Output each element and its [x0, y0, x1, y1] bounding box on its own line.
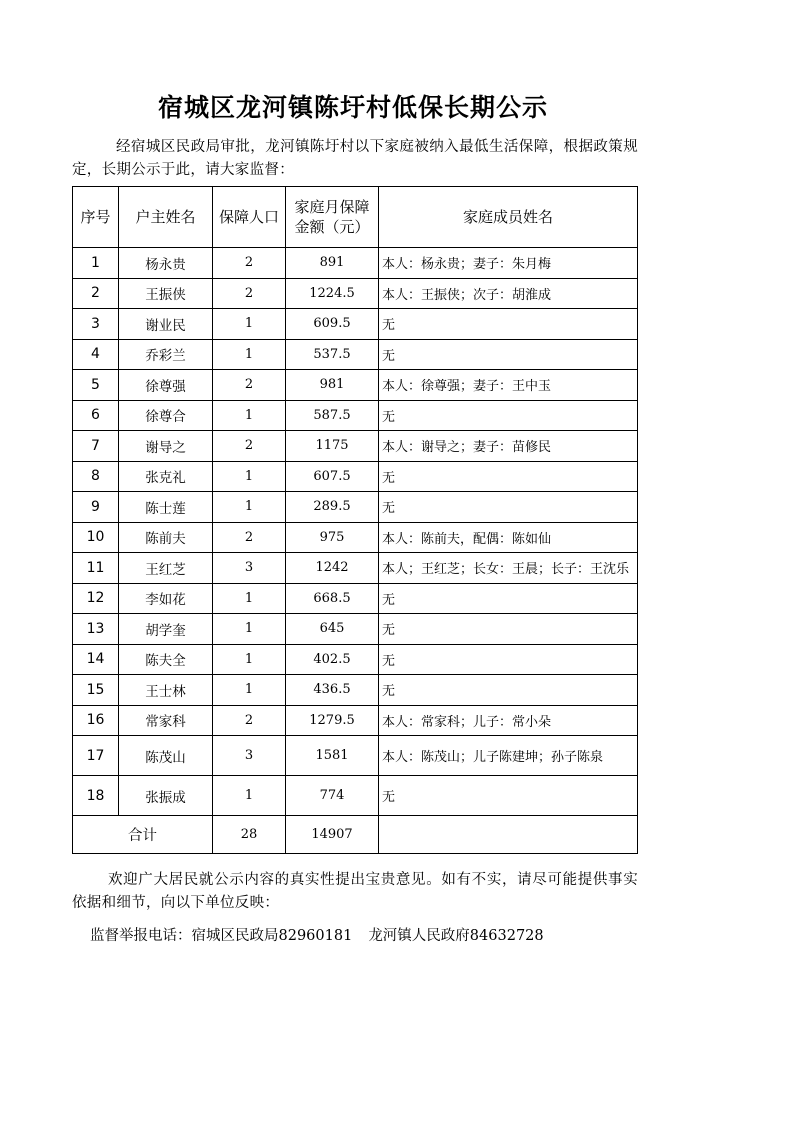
table-row [73, 705, 638, 736]
table-row [73, 736, 638, 776]
row-members: 无 [379, 309, 638, 340]
row-seq: 15 [73, 675, 119, 706]
row-members: 本人：陈前夫，配偶：陈如仙 [379, 522, 638, 553]
row-head-name: 陈前夫 [119, 522, 213, 553]
row-head-name: 王士林 [119, 675, 213, 706]
row-seq: 14 [73, 644, 119, 675]
header-amount [286, 187, 379, 248]
row-seq: 12 [73, 583, 119, 614]
row-head-name: 王红芝 [119, 553, 213, 584]
row-people: 2 [213, 278, 286, 309]
row-amount: 645 [286, 614, 379, 645]
table-header-row [73, 187, 638, 248]
row-amount: 1279.5 [286, 705, 379, 736]
document-title: 宿城区龙河镇陈圩村低保长期公示 [157, 93, 548, 122]
row-amount: 891 [286, 248, 379, 279]
row-people: 1 [213, 339, 286, 370]
row-people: 2 [213, 705, 286, 736]
row-seq: 7 [73, 431, 119, 462]
row-amount: 587.5 [286, 400, 379, 431]
row-head-name: 徐尊合 [119, 400, 213, 431]
row-amount: 1175 [286, 431, 379, 462]
hotline-label: 监督举报电话： [90, 928, 192, 944]
row-people: 1 [213, 309, 286, 340]
table-row [73, 431, 638, 462]
row-head-name: 张克礼 [119, 461, 213, 492]
table-row [73, 522, 638, 553]
row-amount: 1224.5 [286, 278, 379, 309]
header-people: 保障人口 [213, 187, 286, 248]
row-people: 2 [213, 248, 286, 279]
header-amount-line1: 家庭月保障 [294, 198, 370, 216]
row-people: 2 [213, 431, 286, 462]
table-row [73, 492, 638, 523]
row-amount: 975 [286, 522, 379, 553]
row-people: 3 [213, 736, 286, 776]
row-seq: 11 [73, 553, 119, 584]
row-head-name: 陈士莲 [119, 492, 213, 523]
row-seq: 6 [73, 400, 119, 431]
row-members: 本人：杨永贵；妻子：朱月梅 [379, 248, 638, 279]
row-head-name: 常家科 [119, 705, 213, 736]
row-members: 本人：常家科；儿子：常小朵 [379, 705, 638, 736]
row-people: 1 [213, 614, 286, 645]
row-head-name: 谢导之 [119, 431, 213, 462]
table-row [73, 339, 638, 370]
row-seq: 2 [73, 278, 119, 309]
row-people: 1 [213, 675, 286, 706]
row-members: 无 [379, 776, 638, 816]
row-members: 本人；王红芝；长女：王晨；长子：王沈乐 [379, 553, 638, 584]
hotline-town-government: 龙河镇人民政府84632728 [368, 928, 544, 944]
row-amount: 981 [286, 370, 379, 401]
table-row [73, 461, 638, 492]
table-row [73, 614, 638, 645]
total-members-empty [379, 816, 638, 854]
row-members: 无 [379, 461, 638, 492]
row-members: 无 [379, 614, 638, 645]
table-row [73, 553, 638, 584]
row-head-name: 李如花 [119, 583, 213, 614]
intro-paragraph: 经宿城区民政局审批，龙河镇陈圩村以下家庭被纳入最低生活保障，根据政策规定，长期公示于此，请大家监督： [72, 139, 638, 178]
table-row [73, 248, 638, 279]
row-people: 1 [213, 583, 286, 614]
row-people: 1 [213, 776, 286, 816]
row-people: 1 [213, 461, 286, 492]
row-seq: 18 [73, 776, 119, 816]
header-head-name: 户主姓名 [119, 187, 213, 248]
table-row [73, 776, 638, 816]
row-members: 无 [379, 583, 638, 614]
row-members: 无 [379, 339, 638, 370]
row-head-name: 张振成 [119, 776, 213, 816]
row-seq: 16 [73, 705, 119, 736]
row-seq: 1 [73, 248, 119, 279]
row-people: 1 [213, 400, 286, 431]
table-row [73, 644, 638, 675]
row-head-name: 谢业民 [119, 309, 213, 340]
row-members: 无 [379, 644, 638, 675]
table-row [73, 370, 638, 401]
row-members: 本人：谢导之；妻子：苗修民 [379, 431, 638, 462]
row-head-name: 乔彩兰 [119, 339, 213, 370]
total-amount: 14907 [286, 816, 379, 854]
row-head-name: 徐尊强 [119, 370, 213, 401]
row-members: 无 [379, 675, 638, 706]
header-members: 家庭成员姓名 [379, 187, 638, 248]
row-members: 本人：王振侠；次子：胡淮成 [379, 278, 638, 309]
row-people: 2 [213, 522, 286, 553]
total-label: 合计 [73, 816, 213, 854]
row-amount: 1581 [286, 736, 379, 776]
row-members: 本人：陈茂山；儿子陈建坤；孙子陈泉 [379, 736, 638, 776]
row-amount: 537.5 [286, 339, 379, 370]
row-amount: 289.5 [286, 492, 379, 523]
row-amount: 402.5 [286, 644, 379, 675]
row-seq: 13 [73, 614, 119, 645]
row-members: 本人：徐尊强；妻子：王中玉 [379, 370, 638, 401]
hotline-line [90, 924, 650, 945]
hotline-civil-affairs: 宿城区民政局82960181 [191, 928, 353, 944]
row-seq: 4 [73, 339, 119, 370]
row-people: 1 [213, 492, 286, 523]
row-head-name: 王振侠 [119, 278, 213, 309]
row-amount: 609.5 [286, 309, 379, 340]
table-row [73, 400, 638, 431]
row-members: 无 [379, 400, 638, 431]
table-row [73, 583, 638, 614]
row-seq: 17 [73, 736, 119, 776]
row-head-name: 胡学奎 [119, 614, 213, 645]
row-members: 无 [379, 492, 638, 523]
row-people: 2 [213, 370, 286, 401]
row-amount: 607.5 [286, 461, 379, 492]
table-row [73, 278, 638, 309]
header-seq: 序号 [73, 187, 119, 248]
header-amount-line2: 金额（元） [294, 218, 370, 236]
row-head-name: 陈茂山 [119, 736, 213, 776]
feedback-note: 欢迎广大居民就公示内容的真实性提出宝贵意见。如有不实，请尽可能提供事实依据和细节，向以下单位反映： [72, 872, 638, 911]
row-seq: 8 [73, 461, 119, 492]
total-people: 28 [213, 816, 286, 854]
row-people: 3 [213, 553, 286, 584]
row-amount: 1242 [286, 553, 379, 584]
row-seq: 10 [73, 522, 119, 553]
table-row [73, 309, 638, 340]
row-amount: 774 [286, 776, 379, 816]
row-head-name: 陈夫全 [119, 644, 213, 675]
row-amount: 436.5 [286, 675, 379, 706]
row-seq: 5 [73, 370, 119, 401]
row-seq: 9 [73, 492, 119, 523]
row-people: 1 [213, 644, 286, 675]
table-row [73, 675, 638, 706]
row-seq: 3 [73, 309, 119, 340]
row-amount: 668.5 [286, 583, 379, 614]
row-head-name: 杨永贵 [119, 248, 213, 279]
welfare-table [72, 186, 638, 854]
table-total-row [73, 816, 638, 854]
